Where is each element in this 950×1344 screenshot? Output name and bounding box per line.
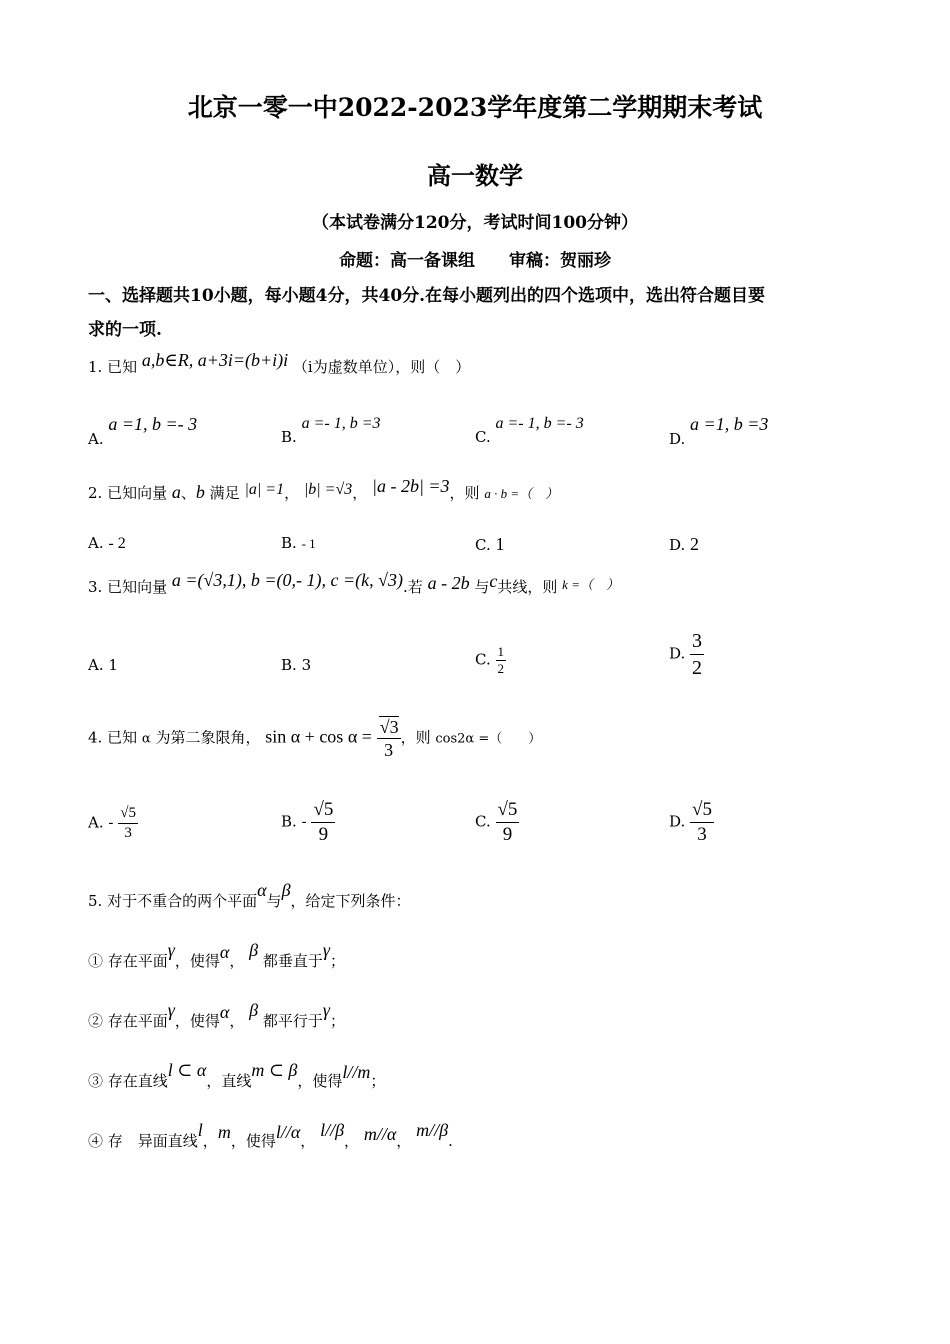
question-5: 5. 对于不重合的两个平面α与β，给定下列条件：: [88, 880, 411, 910]
q1-math: a,b∈R, a+3i=(b+i)i: [141, 350, 289, 370]
q5-condition-4: ④ 存 异面直线l，m，使得l//α， l//β， m//α， m//β.: [88, 1120, 453, 1150]
q1-suffix: （i为虚数单位），则（ ）: [292, 358, 471, 376]
exam-authors: 命题：高一备课组 审稿：贺丽珍: [339, 251, 611, 271]
subject-title: 高一数学: [427, 161, 523, 190]
q1-prefix: 1. 已知: [88, 358, 138, 376]
exam-title: 北京一零一中2022-2023学年度第二学期期末考试: [187, 93, 763, 122]
q5-condition-3: ③ 存在直线l ⊂ α，直线m ⊂ β，使得l//m；: [88, 1060, 386, 1090]
q1-option-a: A. a =1, b =- 3: [88, 414, 198, 448]
q1-option-d: D. a =1, b =3: [669, 414, 769, 448]
exam-note: （本试卷满分120分，考试时间100分钟）: [312, 213, 638, 233]
question-4: 4. 已知 α 为第二象限角， sin α + cos α = $\frac{√3}{3}$ ，则 cos2α =（ ）: [88, 717, 542, 760]
q2-option-d: D. 2: [669, 534, 700, 554]
q4-option-d: D. $\frac{√5}{3}$: [669, 799, 712, 845]
q3-option-d: D. $\frac{3}{2}$: [669, 630, 703, 679]
section-heading-line2: 求的一项.: [88, 320, 162, 340]
q4-option-b: B. - $\frac{√5}{9}$: [281, 799, 334, 845]
q3-option-a: A. 1: [88, 656, 118, 674]
q4-option-a: A. - $\frac{√5}{3}$: [88, 805, 136, 841]
q3-option-c: C. $\frac{1}{2}$: [475, 644, 504, 676]
q2-option-c: C. 1: [475, 534, 505, 554]
q4-option-c: C. $\frac{√5}{9}$: [475, 799, 518, 845]
question-1: [88, 350, 471, 377]
q2-option-a: A. - 2: [88, 534, 126, 552]
q2-option-b: B. - 1: [281, 534, 316, 552]
q3-option-b: B. 3: [281, 656, 312, 674]
q5-condition-1: ① 存在平面γ，使得α， β 都垂直于γ；: [88, 940, 346, 970]
question-2: 2. 已知向量 a、b 满足 |a| =1， |b| =√3， |a - 2b| =3，则 a · b =（ ）: [88, 476, 559, 502]
question-3: 3. 已知向量 a =(√3,1), b =(0,- 1), c =(k, √3).若 a - 2b 与c共线，则 k =（ ）: [88, 570, 619, 596]
q5-condition-2: ② 存在平面γ，使得α， β 都平行于γ；: [88, 1000, 346, 1030]
q1-option-b: B. a =- 1, b =3: [281, 415, 381, 446]
q1-option-c: C. a =- 1, b =- 3: [475, 415, 584, 446]
section-heading-line1: 一、选择题共10小题，每小题4分，共40分.在每小题列出的四个选项中，选出符合题目要: [88, 286, 766, 306]
